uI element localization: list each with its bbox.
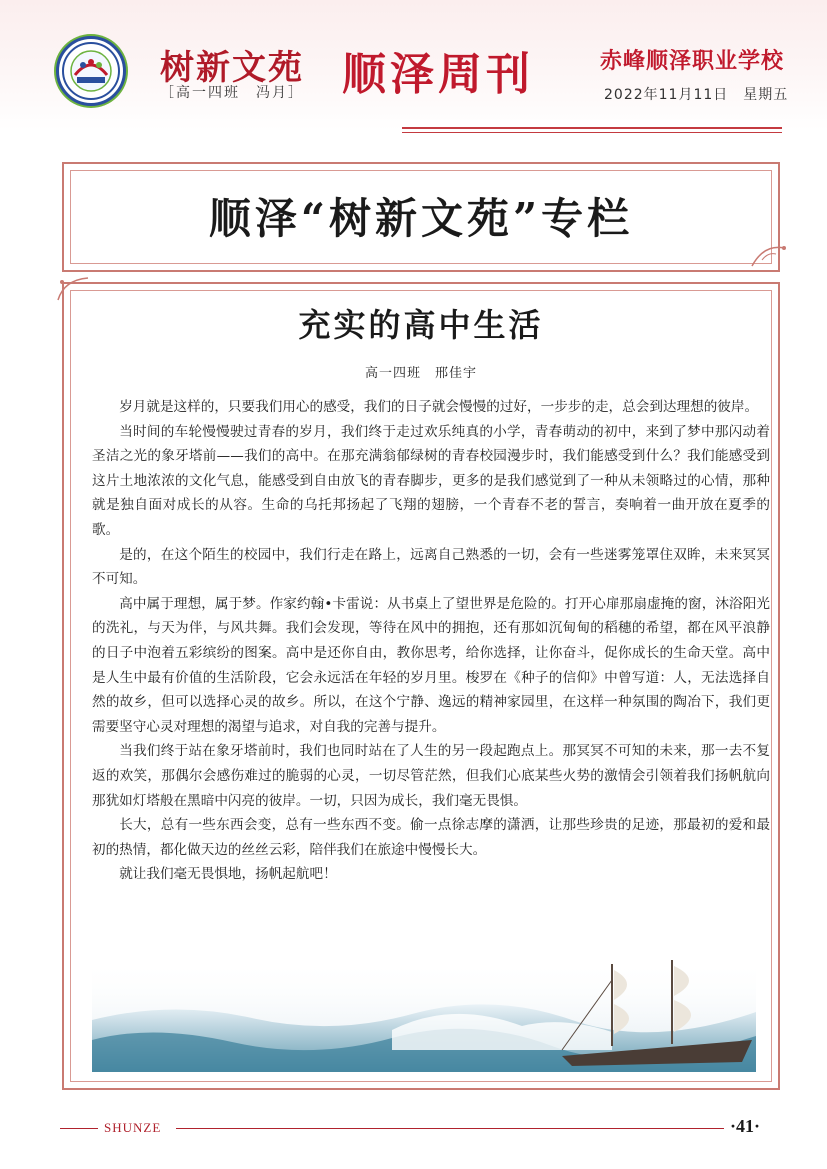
article-title: 充实的高中生活: [298, 306, 544, 344]
paragraph: 高中属于理想，属于梦。作家约翰•卡雷说：从书桌上了望世界是危险的。打开心扉那扇虚掩的窗，沐浴阳光的洗礼，与天为伴，与风共舞。我们会发现，等待在风中的拥抱，还有那如沉甸甸的稻穗的希望，都在风平浪静的日子中泡着五彩缤纷的图案。高中是还你自由，教你思考，给你选择，让你奋斗，促你成长的生命天堂。高中是人生中最有价值的生活阶段，它会永远活在年轻的岁月里。梭罗在《种子的信仰》中曾写道：人，无法选择自然的故乡，但可以选择心灵的故乡。所以，在这个宁静、逸远的精神家园里，在这样一种氛围的陶冶下，我们更需要坚守心灵对理想的渴望与追求，对自我的完善与提升。: [92, 595, 770, 735]
header-divider: [402, 127, 782, 129]
column-brand: 树新文苑: [160, 48, 304, 88]
author-class-tag: ［高一四班 冯月］: [160, 85, 304, 101]
paragraph: 当我们终于站在象牙塔前时，我们也同时站在了人生的另一段起跑点上。那冥冥不可知的未来，那一去不复返的欢笑，那偶尔会感伤难过的脆弱的心灵，一切尽管茫然，但我们心底某些火势的激情会引领着我们扬帆航向那犹如灯塔般在黑暗中闪亮的彼岸。一切，只因为成长，我们毫无畏惧。: [92, 743, 770, 809]
paragraph: 当时间的车轮慢慢驶过青春的岁月，我们终于走过欢乐纯真的小学，青春萌动的初中，来到了梦中那闪动着圣洁之光的象牙塔前——我们的高中。在那充满翁郁绿树的青春校园漫步时，我们能感受到什么？我们能感受到这片土地浓浓的文化气息，能感受到自由放飞的青春脚步，更多的是我们感觉到了一种从未领略过的心情，那种就是独自面对成长的从容。生命的乌托邦扬起了飞翔的翅膀，一个青春不老的誓言，奏响着一曲开放在夏季的歌。: [92, 423, 770, 538]
school-emblem-icon: [61, 41, 121, 101]
paragraph: 岁月就是这样的，只要我们用心的感受，我们的日子就会慢慢的过好，一步步的走，总会到达理想的彼岸。: [119, 399, 759, 415]
page-number: ·41·: [730, 1116, 761, 1136]
flourish-icon: [748, 240, 788, 270]
school-logo: [56, 36, 126, 106]
paragraph: 长大，总有一些东西会变，总有一些东西不变。偷一点徐志摩的潇洒，让那些珍贵的足迹，那最初的爱和最初的热情，都化做天边的丝丝云彩，陪伴我们在旅途中慢慢长大。: [92, 817, 770, 858]
column-banner-title: 顺泽“树新文苑”专栏: [208, 194, 634, 243]
header-divider-thin: [402, 132, 782, 133]
publication-title: 顺泽周刊: [342, 49, 534, 100]
paragraph: 是的，在这个陌生的校园中，我们行走在路上，远离自己熟悉的一切，会有一些迷雾笼罩住双眸，未来冥冥不可知。: [92, 546, 770, 588]
article-byline: 高一四班 邢佳宇: [364, 366, 477, 381]
paragraph: 就让我们毫无畏惧地，扬帆起航吧！: [119, 866, 337, 883]
sailing-ship-illustration: [92, 960, 756, 1072]
issue-date: 2022年11月11日 星期五: [604, 87, 789, 103]
article-body: [92, 395, 770, 887]
footer-label: SHUNZE: [104, 1120, 162, 1135]
footer-rule-left: [60, 1128, 98, 1129]
footer-rule-right: [176, 1128, 724, 1129]
school-name: 赤峰顺泽职业学校: [600, 49, 785, 74]
